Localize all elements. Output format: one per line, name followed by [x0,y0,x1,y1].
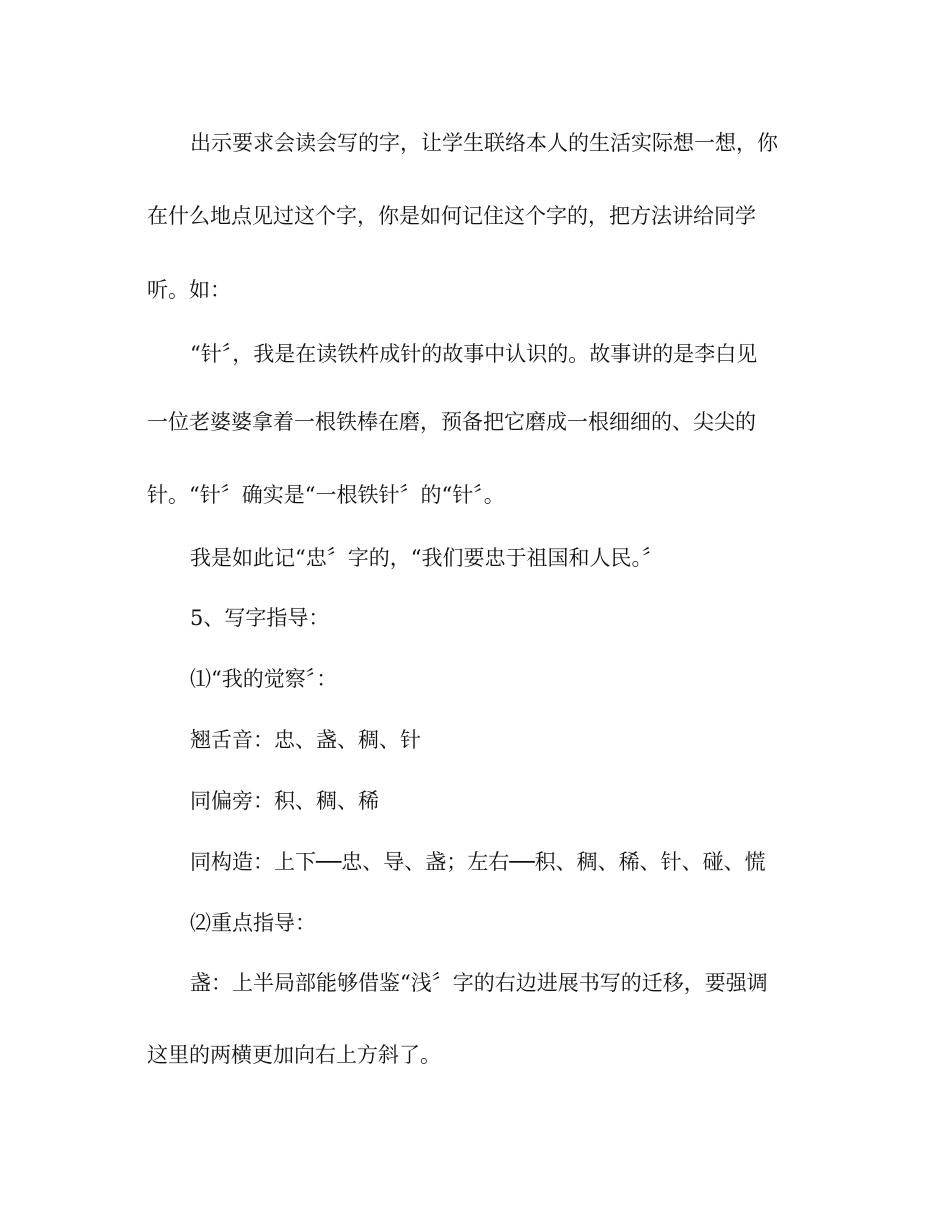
subheading-key-guidance: ⑵重点指导： [190,911,316,935]
section-heading-5: 5、写字指导： [190,606,330,630]
item-same-structure: 同构造：上下──忠、导、盏；左右──积、稠、稀、针、碰、慌 [190,850,766,874]
paragraph-1-line-3: 听。如： [147,278,231,302]
paragraph-3: 我是如此记“忠〞字的，“我们要忠于祖国和人民。〞 [190,546,663,570]
paragraph-1-line-2: 在什么地点见过这个字，你是如何记住这个字的，把方法讲给同学 [147,204,756,228]
paragraph-zhan-line-1: 盏：上半局部能够借鉴“浅〞字的右边进展书写的迁移，要强调 [190,971,768,995]
item-retroflex: 翘舌音：忠、盏、稠、针 [190,728,421,752]
item-same-radical: 同偏旁：积、稠、稀 [190,789,379,813]
subheading-observation: ⑴“我的觉察〞： [190,667,338,691]
paragraph-2-line-3: 针。“针〞确实是“一根铁针〞的“针〞。 [147,483,505,507]
paragraph-1-line-1: 出示要求会读会写的字，让学生联络本人的生活实际想一想，你 [190,131,778,155]
paragraph-zhan-line-2: 这里的两横更加向右上方斜了。 [147,1043,441,1067]
paragraph-2-line-1: “针〞，我是在读铁杵成针的故事中认识的。故事讲的是李白见 [190,342,758,366]
paragraph-2-line-2: 一位老婆婆拿着一根铁棒在磨，预备把它磨成一根细细的、尖尖的 [147,410,756,434]
